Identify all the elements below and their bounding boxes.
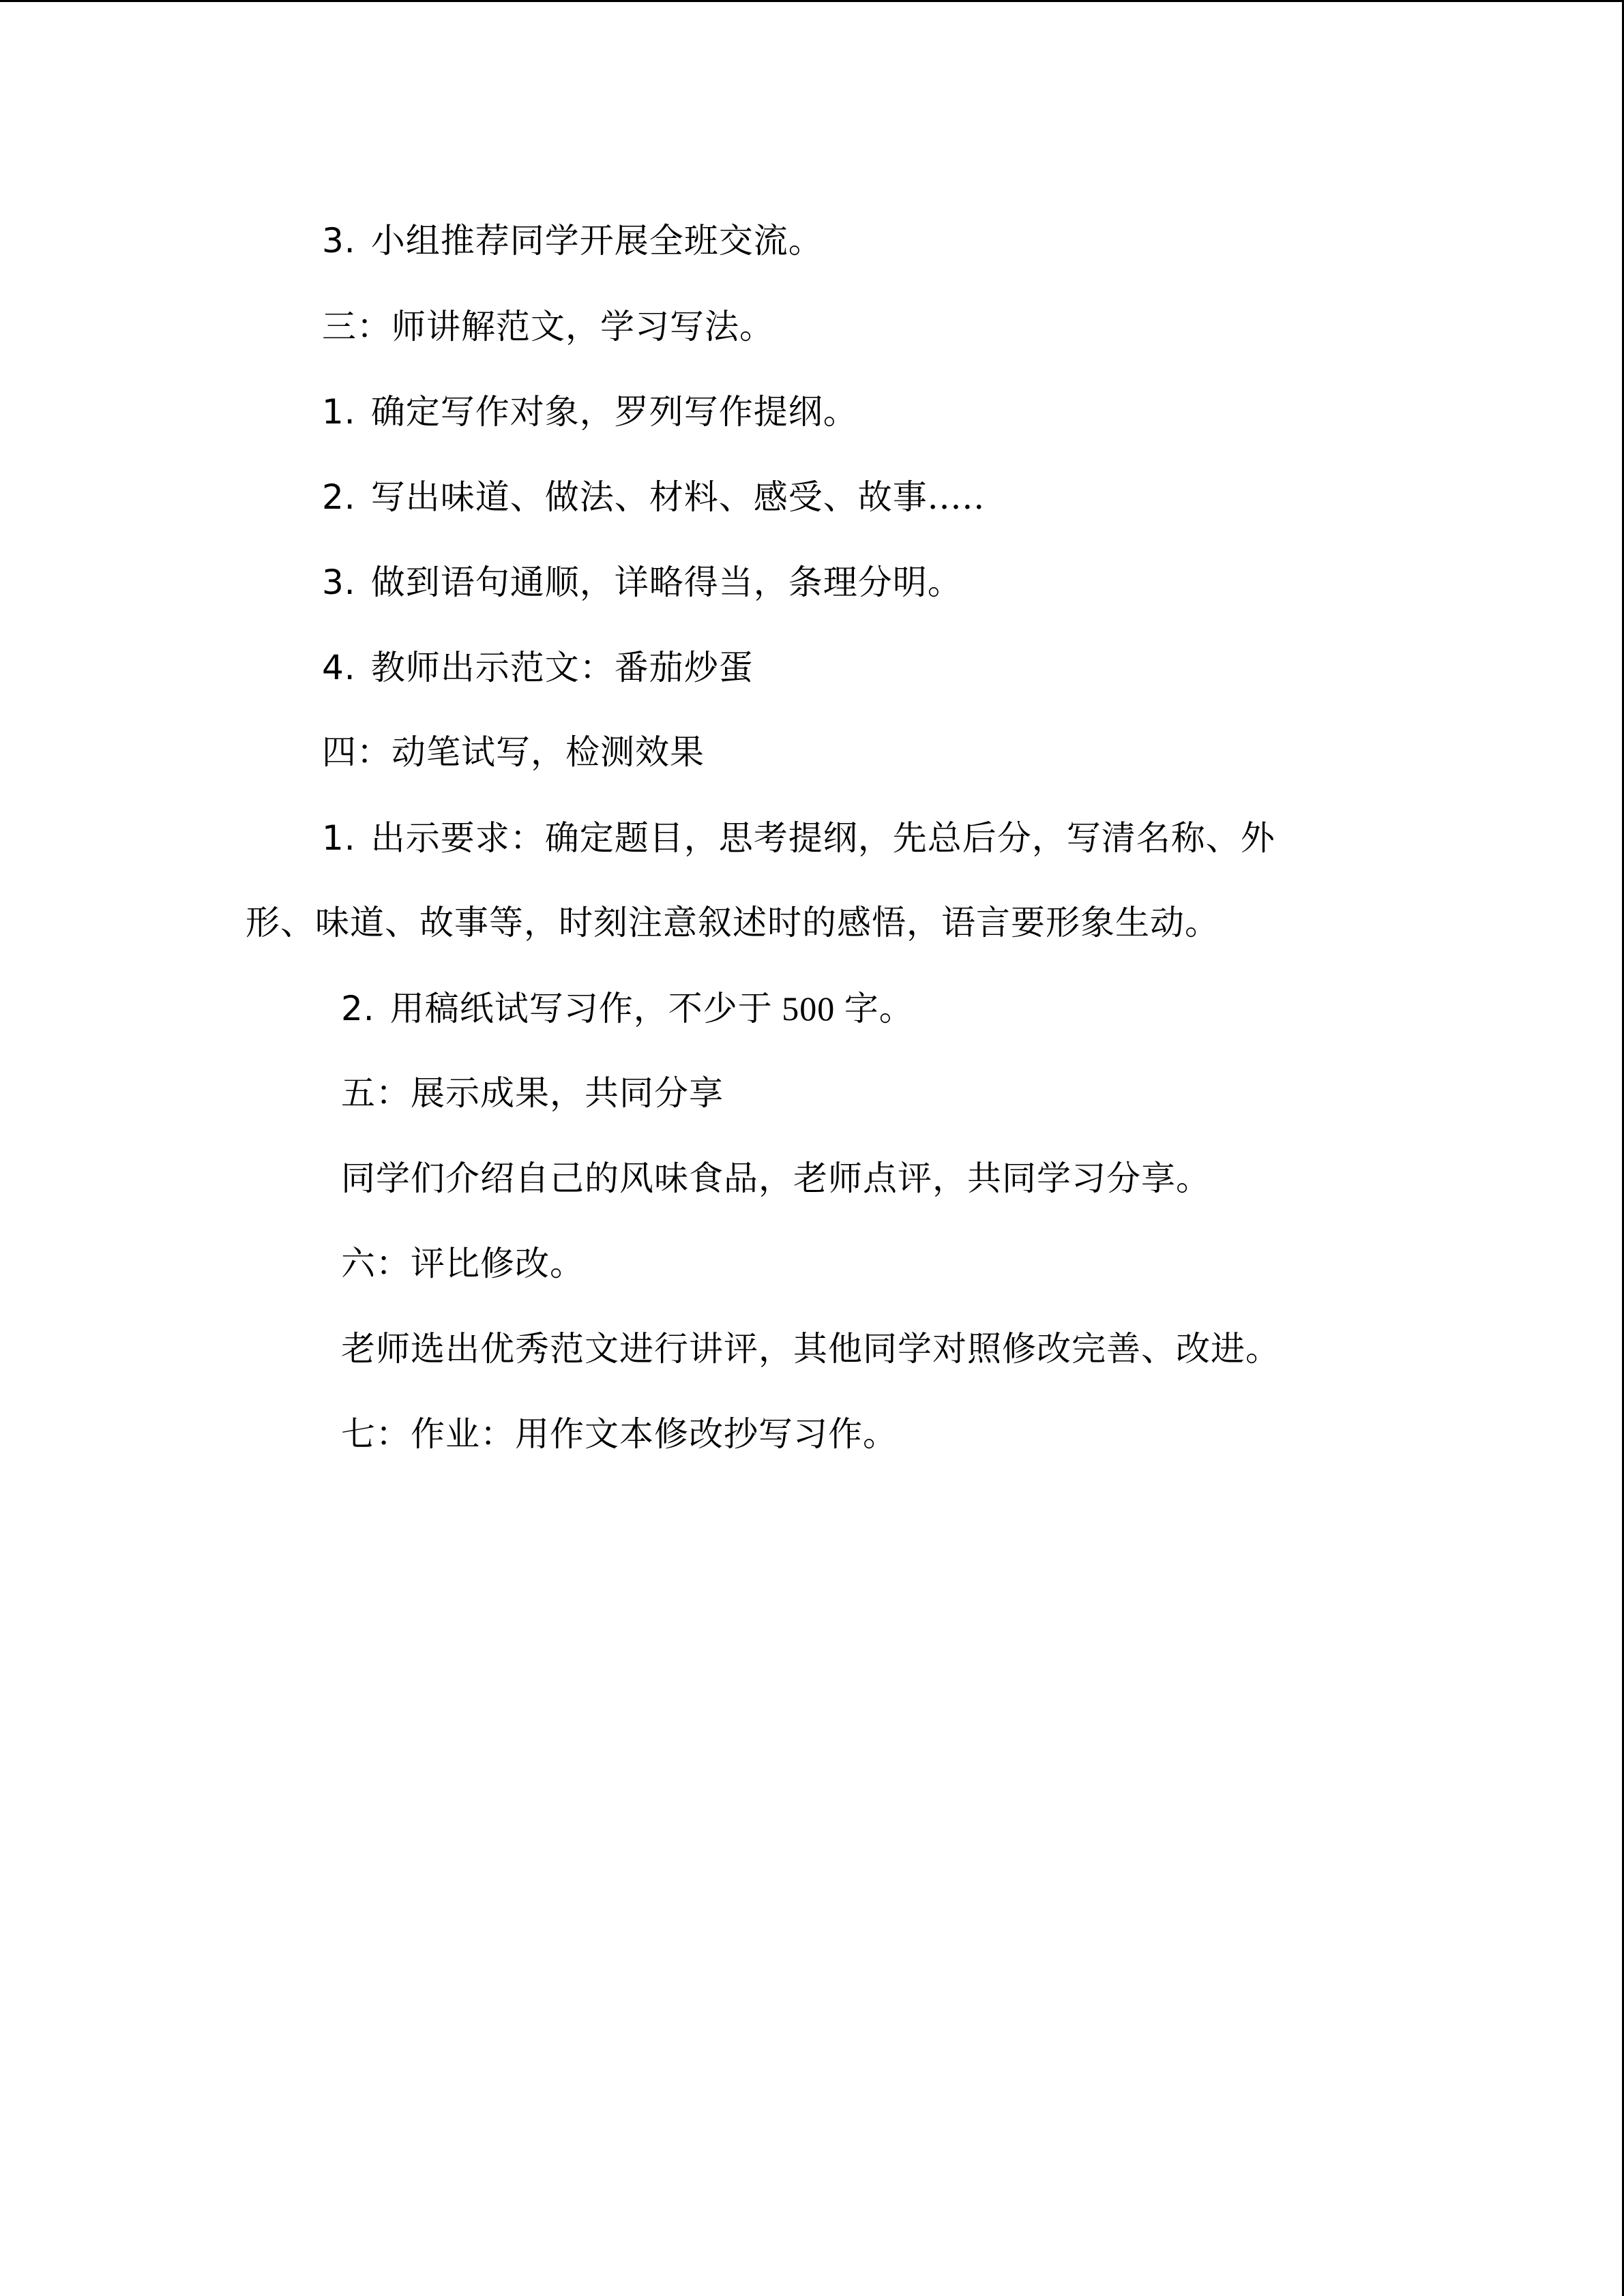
list-item-text: 出示要求：确定题目，思考提纲，先总后分，写清名称、外 xyxy=(370,818,1275,858)
section-heading-text: 五：展示成果，共同分享 xyxy=(341,1073,724,1113)
list-number: 3. xyxy=(322,221,356,260)
paragraph-text: 形、味道、故事等，时刻注意叙述时的感悟，语言要形象生动。 xyxy=(246,903,1220,942)
list-item-text: 小组推荐同学开展全班交流。 xyxy=(370,221,823,260)
section-heading-text: 四：动笔试写，检测效果 xyxy=(322,732,705,772)
list-number: 4. xyxy=(322,648,356,687)
section-heading xyxy=(322,299,774,354)
section-heading-text: 三：师讲解范文，学习写法。 xyxy=(322,307,774,346)
paragraph-text: 老师选出优秀范文进行讲评，其他同学对照修改完善、改进。 xyxy=(341,1329,1280,1369)
paragraph xyxy=(341,1151,1211,1206)
list-item-text: 写出味道、做法、材料、感受、故事..... xyxy=(370,477,986,517)
list-number: 1. xyxy=(322,392,356,432)
section-heading xyxy=(341,1066,724,1120)
list-item xyxy=(322,385,858,439)
paragraph-text: 同学们介绍自己的风味食品，老师点评，共同学习分享。 xyxy=(341,1159,1211,1198)
list-item xyxy=(322,555,962,610)
list-item xyxy=(341,981,914,1036)
section-heading xyxy=(341,1236,585,1291)
list-item xyxy=(322,213,823,268)
list-item-text: 确定写作对象，罗列写作提纲。 xyxy=(370,392,858,432)
list-item-text: 教师出示范文：番茄炒蛋 xyxy=(370,648,754,687)
list-number: 2. xyxy=(341,989,375,1028)
paragraph xyxy=(341,1322,1280,1376)
list-number: 3. xyxy=(322,563,356,602)
paragraph-continuation xyxy=(246,895,1220,950)
list-number: 2. xyxy=(322,477,356,517)
list-item xyxy=(322,811,1275,865)
list-item-text: 做到语句通顺，详略得当，条理分明。 xyxy=(370,563,962,602)
list-item-text: 用稿纸试写习作，不少于 500 字。 xyxy=(389,989,914,1028)
list-item xyxy=(322,470,985,524)
section-heading-text: 七：作业：用作文本修改抄写习作。 xyxy=(341,1414,898,1454)
list-item xyxy=(322,640,754,695)
section-heading xyxy=(322,725,705,779)
section-heading xyxy=(341,1407,898,1461)
section-heading-text: 六：评比修改。 xyxy=(341,1244,585,1283)
list-number: 1. xyxy=(322,818,356,858)
